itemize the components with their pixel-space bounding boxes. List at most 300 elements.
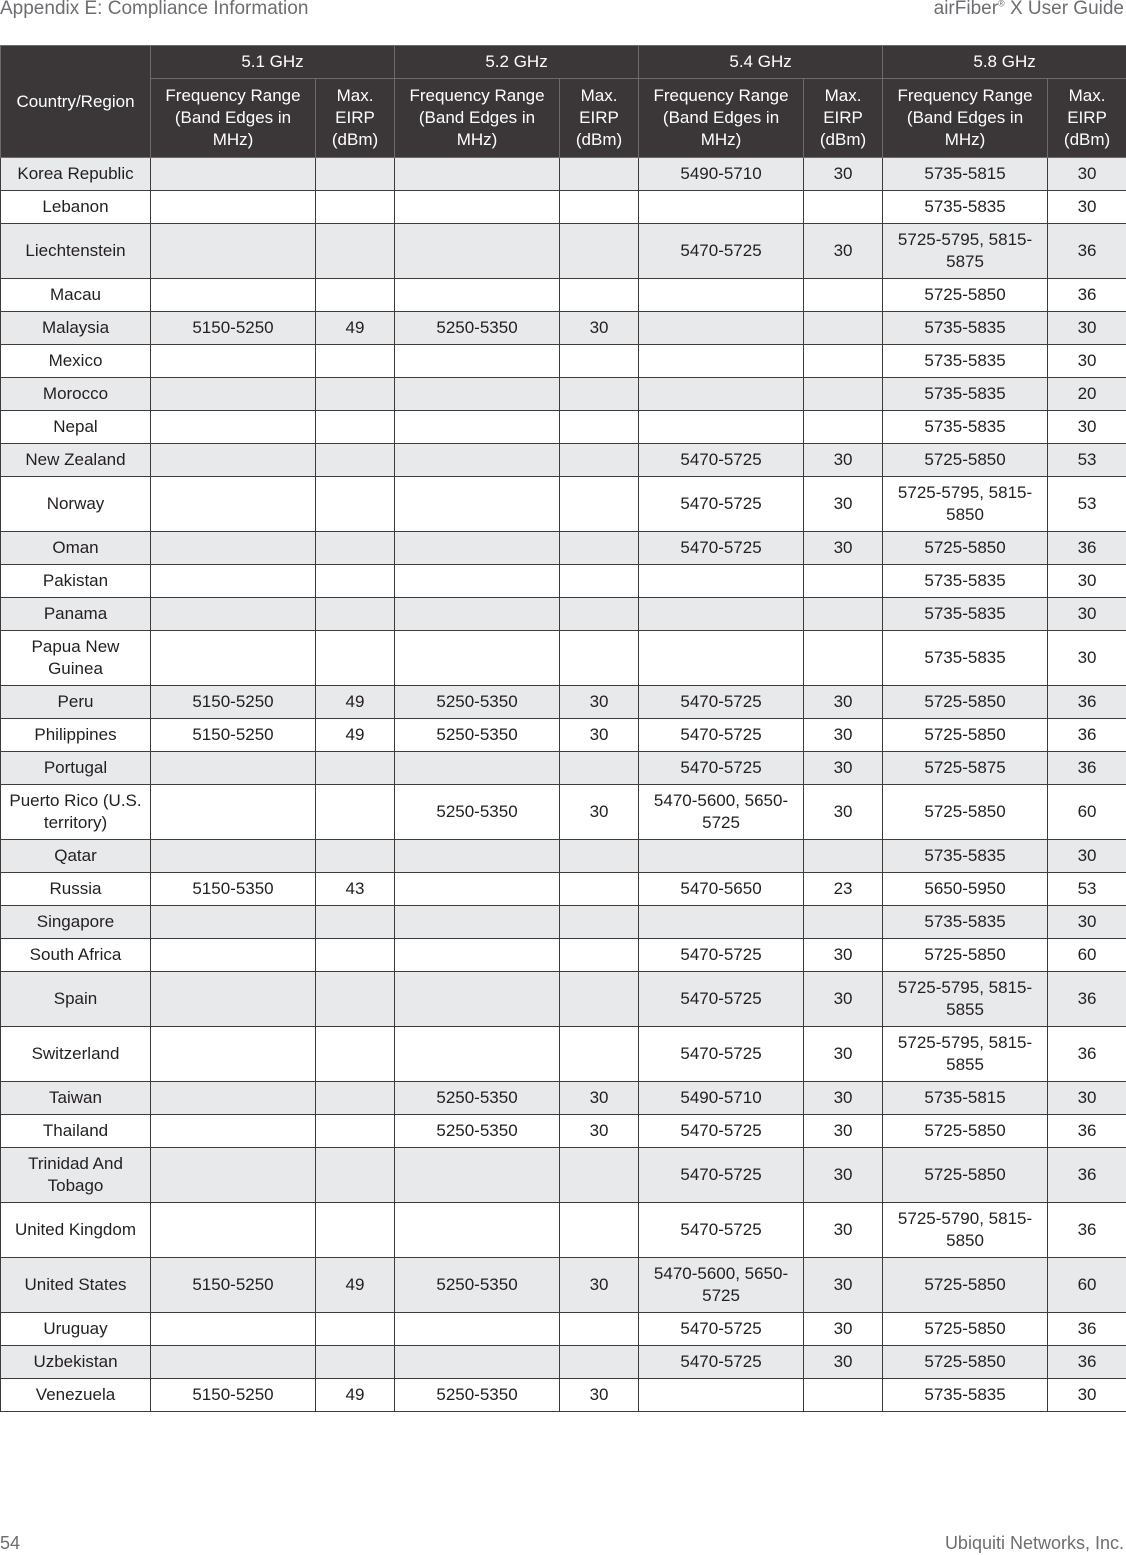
brand-name: airFiber (933, 0, 999, 19)
max-eirp-cell (560, 345, 639, 378)
frequency-range-cell (151, 598, 316, 631)
max-eirp-cell: 30 (804, 1115, 883, 1148)
frequency-range-cell (395, 840, 560, 873)
max-eirp-cell: 30 (804, 686, 883, 719)
frequency-range-cell: 5725-5850 (883, 279, 1048, 312)
country-cell: Panama (1, 598, 151, 631)
country-cell: Trinidad And Tobago (1, 1148, 151, 1203)
max-eirp-cell (316, 532, 395, 565)
frequency-range-cell (395, 631, 560, 686)
freq-range-header: Frequency Range (Band Edges in MHz) (395, 79, 560, 158)
frequency-range-cell: 5725-5795, 5815-5855 (883, 972, 1048, 1027)
max-eirp-cell (560, 840, 639, 873)
country-cell: Singapore (1, 906, 151, 939)
country-cell: Switzerland (1, 1027, 151, 1082)
frequency-range-cell (395, 873, 560, 906)
max-eirp-cell (804, 1379, 883, 1412)
frequency-range-cell (151, 345, 316, 378)
table-row (1, 1115, 1126, 1148)
frequency-range-cell: 5725-5850 (883, 444, 1048, 477)
max-eirp-cell (804, 191, 883, 224)
max-eirp-cell: 36 (1048, 719, 1126, 752)
max-eirp-cell: 30 (1048, 906, 1126, 939)
max-eirp-cell (560, 598, 639, 631)
table-row (1, 224, 1126, 279)
frequency-range-cell: 5725-5850 (883, 686, 1048, 719)
table-row (1, 1379, 1126, 1412)
country-cell: Uruguay (1, 1313, 151, 1346)
max-eirp-cell: 30 (804, 972, 883, 1027)
max-eirp-cell (316, 378, 395, 411)
frequency-range-cell: 5150-5350 (151, 873, 316, 906)
freq-range-header: Frequency Range (Band Edges in MHz) (151, 79, 316, 158)
frequency-range-cell (151, 565, 316, 598)
max-eirp-cell: 30 (1048, 598, 1126, 631)
table-row (1, 1148, 1126, 1203)
band-header-5-2: 5.2 GHz (395, 46, 639, 79)
country-cell: Uzbekistan (1, 1346, 151, 1379)
frequency-range-cell (639, 631, 804, 686)
max-eirp-cell: 30 (804, 158, 883, 191)
max-eirp-cell (560, 411, 639, 444)
country-cell: Macau (1, 279, 151, 312)
table-row (1, 719, 1126, 752)
frequency-range-cell: 5250-5350 (395, 719, 560, 752)
frequency-range-cell (639, 378, 804, 411)
frequency-range-cell (639, 191, 804, 224)
country-cell: Nepal (1, 411, 151, 444)
frequency-range-cell: 5725-5850 (883, 1346, 1048, 1379)
country-cell: Venezuela (1, 1379, 151, 1412)
frequency-range-cell: 5725-5850 (883, 1258, 1048, 1313)
max-eirp-header: Max. EIRP (dBm) (804, 79, 883, 158)
frequency-range-cell: 5250-5350 (395, 1082, 560, 1115)
max-eirp-cell: 36 (1048, 972, 1126, 1027)
max-eirp-cell (316, 1115, 395, 1148)
frequency-range-cell: 5250-5350 (395, 1258, 560, 1313)
frequency-range-cell (151, 1082, 316, 1115)
frequency-range-cell (395, 1203, 560, 1258)
frequency-range-cell: 5470-5725 (639, 1203, 804, 1258)
max-eirp-cell (316, 906, 395, 939)
band-header-5-4: 5.4 GHz (639, 46, 883, 79)
table-row (1, 785, 1126, 840)
max-eirp-cell: 30 (560, 1082, 639, 1115)
compliance-table-body (1, 158, 1126, 1412)
max-eirp-header: Max. EIRP (dBm) (1048, 79, 1126, 158)
frequency-range-cell (151, 752, 316, 785)
frequency-range-cell (395, 1346, 560, 1379)
max-eirp-cell (560, 1313, 639, 1346)
country-cell: Thailand (1, 1115, 151, 1148)
country-region-header: Country/Region (1, 46, 151, 158)
max-eirp-cell (316, 598, 395, 631)
max-eirp-cell: 30 (1048, 565, 1126, 598)
frequency-range-cell: 5735-5835 (883, 378, 1048, 411)
max-eirp-cell (560, 1027, 639, 1082)
max-eirp-cell: 53 (1048, 444, 1126, 477)
max-eirp-cell (316, 631, 395, 686)
frequency-range-cell: 5725-5875 (883, 752, 1048, 785)
max-eirp-cell (804, 840, 883, 873)
max-eirp-cell (316, 279, 395, 312)
max-eirp-cell (560, 444, 639, 477)
frequency-range-cell: 5250-5350 (395, 1115, 560, 1148)
table-row (1, 631, 1126, 686)
frequency-range-cell (151, 1027, 316, 1082)
frequency-range-cell (151, 1115, 316, 1148)
max-eirp-cell (316, 345, 395, 378)
max-eirp-cell: 30 (560, 1258, 639, 1313)
max-eirp-cell: 30 (804, 1027, 883, 1082)
frequency-range-cell (395, 411, 560, 444)
max-eirp-cell (560, 565, 639, 598)
max-eirp-cell: 36 (1048, 686, 1126, 719)
max-eirp-cell (560, 873, 639, 906)
frequency-range-cell: 5725-5795, 5815-5855 (883, 1027, 1048, 1082)
max-eirp-cell: 30 (1048, 840, 1126, 873)
country-cell: Portugal (1, 752, 151, 785)
frequency-range-cell (395, 532, 560, 565)
max-eirp-cell: 30 (1048, 631, 1126, 686)
max-eirp-cell: 36 (1048, 1115, 1126, 1148)
max-eirp-cell (804, 906, 883, 939)
max-eirp-cell: 30 (804, 1346, 883, 1379)
table-row (1, 411, 1126, 444)
frequency-range-cell: 5725-5795, 5815-5850 (883, 477, 1048, 532)
max-eirp-cell: 49 (316, 686, 395, 719)
table-row (1, 752, 1126, 785)
frequency-range-cell: 5735-5835 (883, 345, 1048, 378)
country-cell: Russia (1, 873, 151, 906)
country-cell: Peru (1, 686, 151, 719)
max-eirp-cell (316, 191, 395, 224)
frequency-range-cell: 5250-5350 (395, 312, 560, 345)
freq-range-header: Frequency Range (Band Edges in MHz) (639, 79, 804, 158)
max-eirp-cell (316, 1313, 395, 1346)
max-eirp-cell: 30 (1048, 345, 1126, 378)
max-eirp-cell: 30 (804, 785, 883, 840)
frequency-range-cell: 5725-5850 (883, 1115, 1048, 1148)
max-eirp-cell: 23 (804, 873, 883, 906)
frequency-range-cell: 5470-5725 (639, 752, 804, 785)
frequency-range-cell (639, 906, 804, 939)
max-eirp-cell: 30 (804, 752, 883, 785)
frequency-range-cell (395, 444, 560, 477)
table-row (1, 598, 1126, 631)
registered-mark: ® (998, 0, 1005, 9)
max-eirp-cell: 60 (1048, 939, 1126, 972)
page-header-guide-title (934, 0, 1124, 20)
country-cell: United States (1, 1258, 151, 1313)
max-eirp-cell (804, 378, 883, 411)
frequency-range-cell (395, 598, 560, 631)
max-eirp-cell: 30 (560, 719, 639, 752)
max-eirp-cell (804, 312, 883, 345)
frequency-range-cell (151, 279, 316, 312)
frequency-range-cell (151, 840, 316, 873)
max-eirp-cell (560, 191, 639, 224)
table-row (1, 158, 1126, 191)
max-eirp-cell: 36 (1048, 1346, 1126, 1379)
frequency-range-cell (639, 312, 804, 345)
frequency-range-cell (151, 1148, 316, 1203)
max-eirp-cell (316, 939, 395, 972)
max-eirp-cell: 30 (804, 719, 883, 752)
frequency-range-cell: 5150-5250 (151, 1258, 316, 1313)
table-row (1, 686, 1126, 719)
max-eirp-cell (804, 345, 883, 378)
frequency-range-cell: 5735-5815 (883, 1082, 1048, 1115)
country-cell: Philippines (1, 719, 151, 752)
frequency-range-cell (151, 532, 316, 565)
max-eirp-cell (316, 785, 395, 840)
max-eirp-cell: 36 (1048, 1313, 1126, 1346)
max-eirp-cell: 36 (1048, 1148, 1126, 1203)
frequency-range-cell: 5470-5725 (639, 444, 804, 477)
max-eirp-cell: 53 (1048, 873, 1126, 906)
frequency-range-cell: 5725-5850 (883, 1148, 1048, 1203)
frequency-range-cell: 5470-5725 (639, 939, 804, 972)
frequency-range-cell: 5725-5850 (883, 1313, 1048, 1346)
frequency-range-cell (151, 224, 316, 279)
table-row (1, 532, 1126, 565)
max-eirp-cell (560, 158, 639, 191)
frequency-range-cell (395, 378, 560, 411)
max-eirp-cell: 30 (804, 1313, 883, 1346)
max-eirp-cell (316, 1082, 395, 1115)
country-cell: Papua New Guinea (1, 631, 151, 686)
max-eirp-cell (804, 598, 883, 631)
table-row (1, 873, 1126, 906)
max-eirp-cell: 30 (804, 1082, 883, 1115)
frequency-range-cell: 5490-5710 (639, 1082, 804, 1115)
max-eirp-cell: 30 (804, 1148, 883, 1203)
table-row (1, 972, 1126, 1027)
frequency-range-cell: 5470-5725 (639, 1313, 804, 1346)
frequency-range-cell (395, 345, 560, 378)
max-eirp-cell: 20 (1048, 378, 1126, 411)
frequency-range-cell: 5470-5725 (639, 686, 804, 719)
table-row (1, 906, 1126, 939)
max-eirp-cell (560, 939, 639, 972)
country-cell: Puerto Rico (U.S. territory) (1, 785, 151, 840)
max-eirp-header: Max. EIRP (dBm) (316, 79, 395, 158)
max-eirp-cell (560, 752, 639, 785)
max-eirp-cell (316, 972, 395, 1027)
country-cell: South Africa (1, 939, 151, 972)
max-eirp-cell: 30 (560, 312, 639, 345)
frequency-range-cell: 5470-5725 (639, 1027, 804, 1082)
frequency-range-cell (151, 1203, 316, 1258)
footer-company: Ubiquiti Networks, Inc. (944, 1533, 1124, 1553)
frequency-range-cell: 5725-5850 (883, 939, 1048, 972)
frequency-range-cell (151, 785, 316, 840)
frequency-range-cell: 5735-5835 (883, 411, 1048, 444)
page-header-section: Appendix E: Compliance Information (0, 0, 309, 19)
frequency-range-cell: 5470-5600, 5650-5725 (639, 1258, 804, 1313)
max-eirp-cell: 36 (1048, 1027, 1126, 1082)
max-eirp-cell: 36 (1048, 279, 1126, 312)
max-eirp-cell: 36 (1048, 532, 1126, 565)
country-cell: Norway (1, 477, 151, 532)
max-eirp-cell: 30 (1048, 1082, 1126, 1115)
max-eirp-cell: 30 (1048, 158, 1126, 191)
freq-range-header: Frequency Range (Band Edges in MHz) (883, 79, 1048, 158)
max-eirp-cell: 30 (804, 224, 883, 279)
table-row (1, 1313, 1126, 1346)
frequency-range-cell: 5735-5835 (883, 565, 1048, 598)
frequency-range-cell (151, 477, 316, 532)
max-eirp-cell: 36 (1048, 224, 1126, 279)
frequency-range-cell (639, 345, 804, 378)
frequency-range-cell: 5725-5795, 5815-5875 (883, 224, 1048, 279)
frequency-range-cell (151, 1346, 316, 1379)
country-cell: Spain (1, 972, 151, 1027)
frequency-range-cell (151, 631, 316, 686)
table-row (1, 1027, 1126, 1082)
page-number: 54 (0, 1533, 21, 1553)
frequency-range-cell (395, 158, 560, 191)
frequency-range-cell (639, 279, 804, 312)
frequency-range-cell (639, 1379, 804, 1412)
max-eirp-cell (316, 1346, 395, 1379)
country-cell: Taiwan (1, 1082, 151, 1115)
band-header-5-8: 5.8 GHz (883, 46, 1126, 79)
frequency-range-cell (639, 598, 804, 631)
max-eirp-cell (316, 158, 395, 191)
max-eirp-cell (804, 279, 883, 312)
country-cell: Malaysia (1, 312, 151, 345)
frequency-range-cell (395, 279, 560, 312)
frequency-range-cell: 5735-5835 (883, 312, 1048, 345)
frequency-range-cell (151, 191, 316, 224)
table-row (1, 444, 1126, 477)
max-eirp-cell (316, 411, 395, 444)
frequency-range-cell (151, 906, 316, 939)
frequency-range-cell (639, 565, 804, 598)
frequency-range-cell: 5250-5350 (395, 686, 560, 719)
max-eirp-cell: 43 (316, 873, 395, 906)
max-eirp-cell (560, 631, 639, 686)
table-row (1, 840, 1126, 873)
table-row (1, 378, 1126, 411)
max-eirp-cell (316, 477, 395, 532)
max-eirp-cell: 30 (804, 444, 883, 477)
max-eirp-cell (316, 840, 395, 873)
country-cell: Qatar (1, 840, 151, 873)
table-row (1, 1203, 1126, 1258)
max-eirp-cell: 30 (804, 1203, 883, 1258)
frequency-range-cell: 5150-5250 (151, 1379, 316, 1412)
frequency-range-cell: 5470-5725 (639, 532, 804, 565)
frequency-range-cell (395, 224, 560, 279)
frequency-range-cell (395, 906, 560, 939)
frequency-range-cell: 5735-5835 (883, 906, 1048, 939)
frequency-range-cell (639, 411, 804, 444)
frequency-range-cell: 5470-5725 (639, 1148, 804, 1203)
frequency-range-cell: 5250-5350 (395, 785, 560, 840)
frequency-range-cell: 5725-5850 (883, 719, 1048, 752)
frequency-range-cell (395, 1148, 560, 1203)
frequency-range-cell: 5150-5250 (151, 719, 316, 752)
frequency-range-cell: 5150-5250 (151, 686, 316, 719)
max-eirp-cell: 60 (1048, 1258, 1126, 1313)
country-cell: Pakistan (1, 565, 151, 598)
max-eirp-header: Max. EIRP (dBm) (560, 79, 639, 158)
max-eirp-cell: 49 (316, 312, 395, 345)
frequency-range-cell: 5470-5600, 5650-5725 (639, 785, 804, 840)
table-row (1, 1082, 1126, 1115)
frequency-range-cell: 5725-5850 (883, 532, 1048, 565)
table-row (1, 312, 1126, 345)
max-eirp-cell: 30 (1048, 191, 1126, 224)
frequency-range-cell: 5650-5950 (883, 873, 1048, 906)
max-eirp-cell (316, 1027, 395, 1082)
country-cell: Mexico (1, 345, 151, 378)
frequency-range-cell (395, 939, 560, 972)
table-row (1, 939, 1126, 972)
frequency-range-cell (395, 565, 560, 598)
frequency-range-cell: 5470-5725 (639, 719, 804, 752)
frequency-range-cell (395, 972, 560, 1027)
frequency-range-cell: 5490-5710 (639, 158, 804, 191)
max-eirp-cell (316, 224, 395, 279)
band-header-5-1: 5.1 GHz (151, 46, 395, 79)
max-eirp-cell (560, 972, 639, 1027)
frequency-range-cell: 5470-5725 (639, 972, 804, 1027)
max-eirp-cell (804, 565, 883, 598)
max-eirp-cell (804, 631, 883, 686)
country-cell: New Zealand (1, 444, 151, 477)
frequency-range-cell (151, 1313, 316, 1346)
frequency-range-cell (639, 840, 804, 873)
table-row (1, 279, 1126, 312)
max-eirp-cell: 60 (1048, 785, 1126, 840)
frequency-range-cell (151, 411, 316, 444)
frequency-range-cell: 5735-5835 (883, 840, 1048, 873)
max-eirp-cell: 53 (1048, 477, 1126, 532)
frequency-range-cell: 5470-5725 (639, 224, 804, 279)
max-eirp-cell (560, 224, 639, 279)
table-row (1, 565, 1126, 598)
max-eirp-cell: 49 (316, 1379, 395, 1412)
frequency-range-cell (395, 1313, 560, 1346)
frequency-range-cell: 5735-5835 (883, 598, 1048, 631)
max-eirp-cell (316, 1203, 395, 1258)
country-cell: Lebanon (1, 191, 151, 224)
frequency-range-cell (151, 972, 316, 1027)
frequency-range-cell: 5470-5650 (639, 873, 804, 906)
country-cell: Morocco (1, 378, 151, 411)
max-eirp-cell: 49 (316, 719, 395, 752)
frequency-range-cell: 5735-5835 (883, 1379, 1048, 1412)
max-eirp-cell (560, 1148, 639, 1203)
max-eirp-cell (560, 477, 639, 532)
max-eirp-cell (560, 1346, 639, 1379)
table-row (1, 1346, 1126, 1379)
frequency-range-cell: 5250-5350 (395, 1379, 560, 1412)
max-eirp-cell (560, 279, 639, 312)
frequency-range-cell (395, 1027, 560, 1082)
country-cell: United Kingdom (1, 1203, 151, 1258)
country-cell: Liechtenstein (1, 224, 151, 279)
frequency-range-cell: 5150-5250 (151, 312, 316, 345)
max-eirp-cell: 30 (804, 532, 883, 565)
guide-title-rest: X User Guide (1004, 0, 1124, 19)
frequency-range-cell (151, 444, 316, 477)
frequency-range-cell (395, 191, 560, 224)
